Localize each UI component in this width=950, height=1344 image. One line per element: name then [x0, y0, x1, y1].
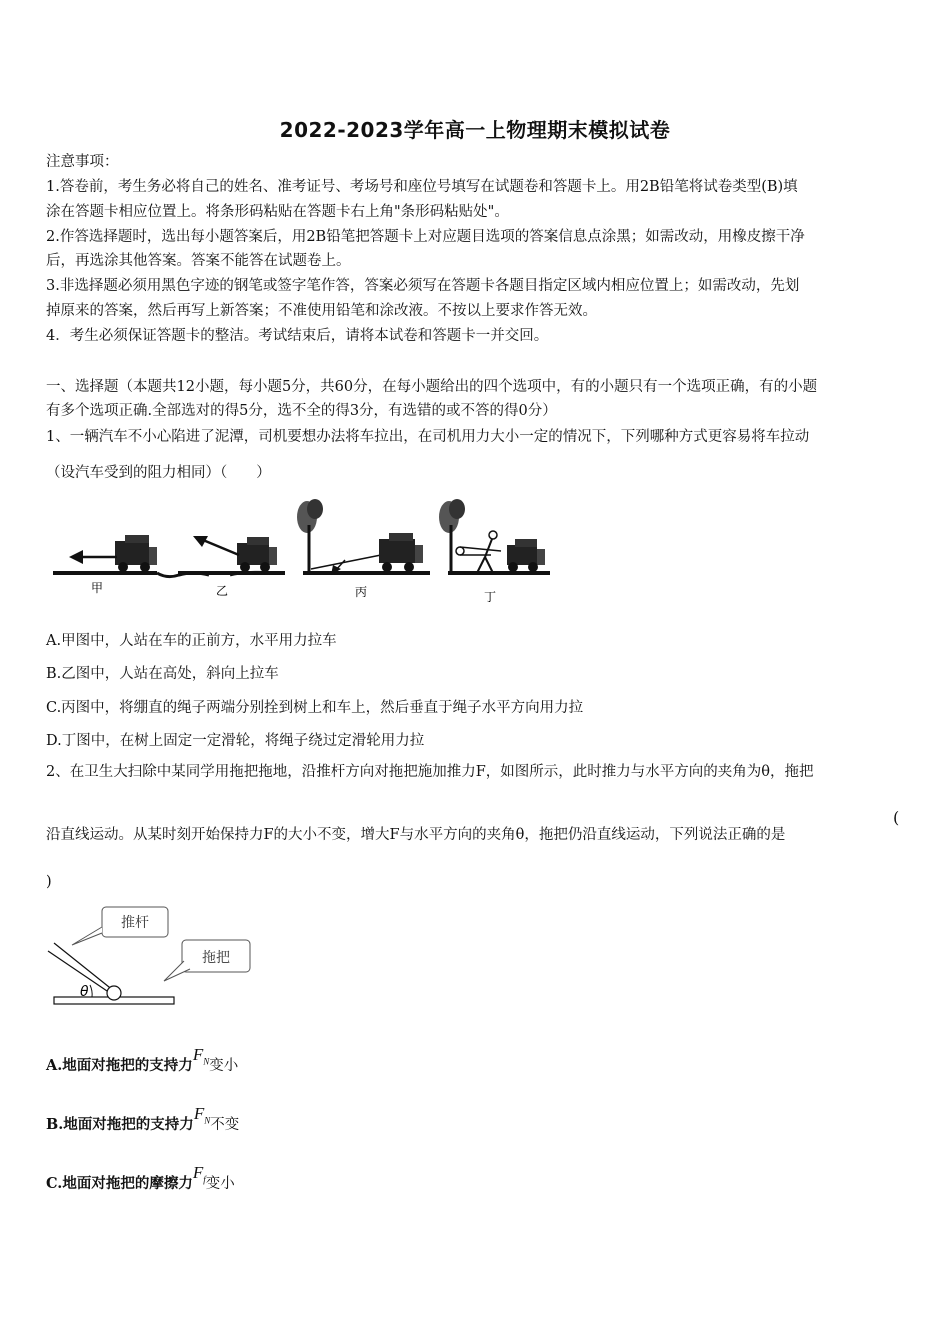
q1-stem-cont: （设汽车受到的阻力相同）（ ） [46, 465, 271, 481]
notice-line: 1.答卷前，考生务必将自己的姓名、准考证号、考场号和座位号填写在试题卷和答题卡上。用2B铅笔将试卷类型(B)填 [46, 179, 798, 195]
figure-ding [439, 499, 550, 573]
figure-jia [53, 535, 209, 577]
force-symbol: $F_f$ [192, 1163, 206, 1185]
q1-option-a: A.甲图中，人站在车的正前方，水平用力拉车 [46, 633, 337, 649]
q1-stem: 1、一辆汽车不小心陷进了泥潭，司机要想办法将车拉出，在司机用力大小一定的情况下，下列哪种方式更容易将车拉动 [46, 429, 810, 445]
option-text: 变小 [205, 1176, 235, 1192]
force-symbol: $F_N$ [192, 1045, 210, 1067]
q2-option-a [46, 1045, 239, 1076]
figure-bing [297, 499, 430, 575]
label-ding: 丁 [483, 590, 497, 604]
label-yi: 乙 [215, 584, 229, 598]
notice-line: 掉原来的答案，然后再写上新答案；不准使用铅笔和涂改液。不按以上要求作答无效。 [46, 303, 597, 319]
q1-option-d: D.丁图中，在树上固定一定滑轮，将绳子绕过定滑轮用力拉 [46, 733, 425, 749]
q1-figure [45, 495, 560, 610]
page-title: 2022-2023学年高一上物理期末模拟试卷 [279, 118, 671, 142]
q2-paren-open: ( [893, 808, 900, 827]
section-heading-cont: 有多个选项正确.全部选对的得5分，选不全的得3分，有选错的或不答的得0分） [46, 403, 557, 419]
label-jia: 甲 [90, 581, 104, 595]
q2-stem-cont: 沿直线运动。从某时刻开始保持力F的大小不变，增大F与水平方向的夹角θ，拖把仍沿直线运动，下列说法正确的是 [46, 827, 786, 843]
notice-line: 3.非选择题必须用黑色字迹的钢笔或签字笔作答，答案必须写在答题卡各题目指定区域内相应位置上；如需改动，先划 [46, 278, 800, 294]
notice-line: 涂在答题卡相应位置上。将条形码粘贴在答题卡右上角"条形码粘贴处"。 [46, 204, 509, 220]
option-text: 变小 [209, 1058, 239, 1074]
label-bing: 丙 [354, 585, 368, 599]
q2-option-b [46, 1104, 240, 1135]
notice-heading: 注意事项： [46, 154, 119, 170]
angle-theta: θ [80, 984, 89, 1000]
figure-yi [178, 536, 285, 575]
q2-option-c [46, 1163, 235, 1194]
q1-option-b: B.乙图中，人站在高处，斜向上拉车 [46, 666, 279, 682]
label-rod: 推杆 [121, 915, 149, 931]
option-text: 不变 [210, 1117, 240, 1133]
q2-stem: 2、在卫生大扫除中某同学用拖把拖地，沿推杆方向对拖把施加推力F，如图所示，此时推力与水平方向的夹角为θ，拖把 [46, 764, 814, 780]
notice-line: 后，再选涂其他答案。答案不能答在试题卷上。 [46, 253, 351, 269]
notice-line: 4．考生必须保证答题卡的整洁。考试结束后，请将本试卷和答题卡一并交回。 [46, 328, 549, 344]
q2-paren-close: ) [46, 874, 52, 890]
option-text: C.地面对拖把的摩擦力 [46, 1175, 193, 1192]
option-text: A.地面对拖把的支持力 [46, 1057, 193, 1074]
force-symbol: $F_N$ [193, 1104, 211, 1126]
label-mop: 拖把 [202, 950, 230, 966]
section-heading: 一、选择题（本题共12小题，每小题5分，共60分，在每小题给出的四个选项中，有的小题只有一个选项正确，有的小题 [46, 379, 818, 395]
q1-option-c: C.丙图中，将绷直的绳子两端分别拴到树上和车上，然后垂直于绳子水平方向用力拉 [46, 700, 584, 716]
q2-figure [44, 903, 264, 1013]
option-text: B.地面对拖把的支持力 [46, 1116, 194, 1133]
notice-line: 2.作答选择题时，选出每小题答案后，用2B铅笔把答题卡上对应题目选项的答案信息点涂黑；如需改动，用橡皮擦干净 [46, 229, 805, 245]
